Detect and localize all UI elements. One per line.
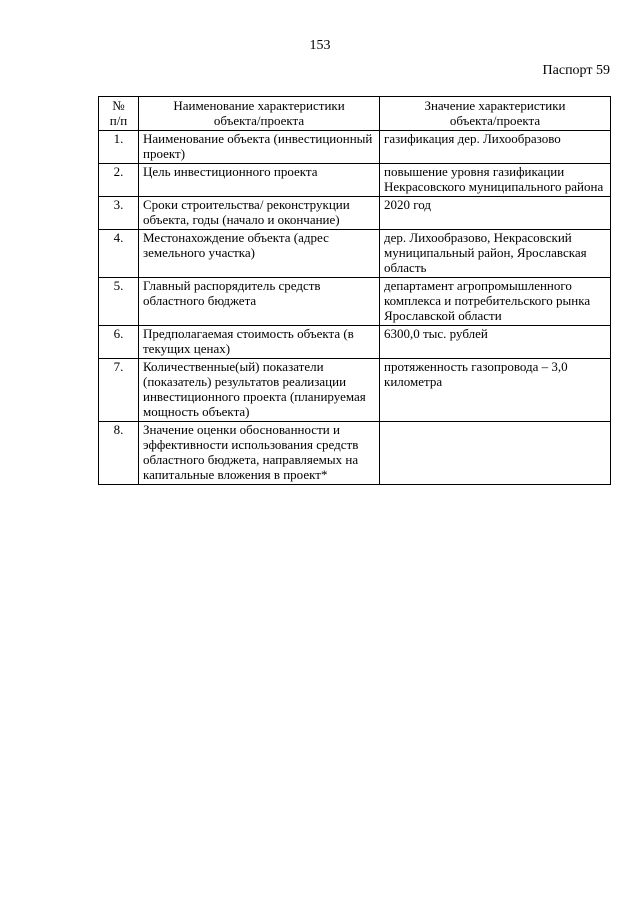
header-number-line: № — [112, 98, 125, 113]
row-characteristic-value: департамент агропромышленного комплекса и потребительского рынка Ярославской области — [380, 278, 611, 326]
row-characteristic-name: Главный распорядитель средств областного бюджета — [139, 278, 380, 326]
header-characteristic-name — [139, 97, 380, 131]
row-characteristic-value: протяженность газопровода – 3,0 километра — [380, 359, 611, 422]
row-number: 1. — [99, 131, 139, 164]
header-number-line: п/п — [109, 113, 128, 128]
row-number: 6. — [99, 326, 139, 359]
table-row — [99, 131, 611, 164]
row-characteristic-value: 6300,0 тыс. рублей — [380, 326, 611, 359]
passport-table — [98, 96, 611, 485]
table-row — [99, 359, 611, 422]
row-characteristic-name: Местонахождение объекта (адрес земельного участка) — [139, 230, 380, 278]
header-value-line: объекта/проекта — [449, 113, 541, 128]
page-number: 153 — [309, 38, 331, 53]
header-name-line: объекта/проекта — [213, 113, 305, 128]
row-characteristic-name: Предполагаемая стоимость объекта (в текущих ценах) — [139, 326, 380, 359]
header-name-line: Наименование характеристики — [173, 98, 345, 113]
row-number: 4. — [99, 230, 139, 278]
row-characteristic-value: дер. Лихообразово, Некрасовский муниципальный район, Ярославская область — [380, 230, 611, 278]
row-number: 7. — [99, 359, 139, 422]
header-number — [99, 97, 139, 131]
row-number: 3. — [99, 197, 139, 230]
header-characteristic-value — [380, 97, 611, 131]
row-number: 5. — [99, 278, 139, 326]
row-characteristic-value: газификация дер. Лихообразово — [380, 131, 611, 164]
passport-label: Паспорт 59 — [542, 63, 610, 78]
row-characteristic-name: Количественные(ый) показатели (показатель) результатов реализации инвестиционного проекта (планируемая мощность объекта) — [139, 359, 380, 422]
table-header-row — [99, 97, 611, 131]
row-number: 8. — [99, 422, 139, 485]
row-characteristic-name: Значение оценки обоснованности и эффективности использования средств областного бюджета, направляемых на капитальные вложения в проект* — [139, 422, 380, 485]
header-value-line: Значение характеристики — [424, 98, 566, 113]
row-characteristic-name: Наименование объекта (инвестиционный проект) — [139, 131, 380, 164]
row-characteristic-name: Цель инвестиционного проекта — [139, 164, 380, 197]
row-characteristic-value: 2020 год — [380, 197, 611, 230]
table-row — [99, 230, 611, 278]
table-row — [99, 197, 611, 230]
row-characteristic-name: Сроки строительства/ реконструкции объекта, годы (начало и окончание) — [139, 197, 380, 230]
table-row — [99, 278, 611, 326]
table-row — [99, 164, 611, 197]
table-row — [99, 422, 611, 485]
table-row — [99, 326, 611, 359]
row-characteristic-value — [380, 422, 611, 485]
row-number: 2. — [99, 164, 139, 197]
row-characteristic-value: повышение уровня газификации Некрасовского муниципального района — [380, 164, 611, 197]
